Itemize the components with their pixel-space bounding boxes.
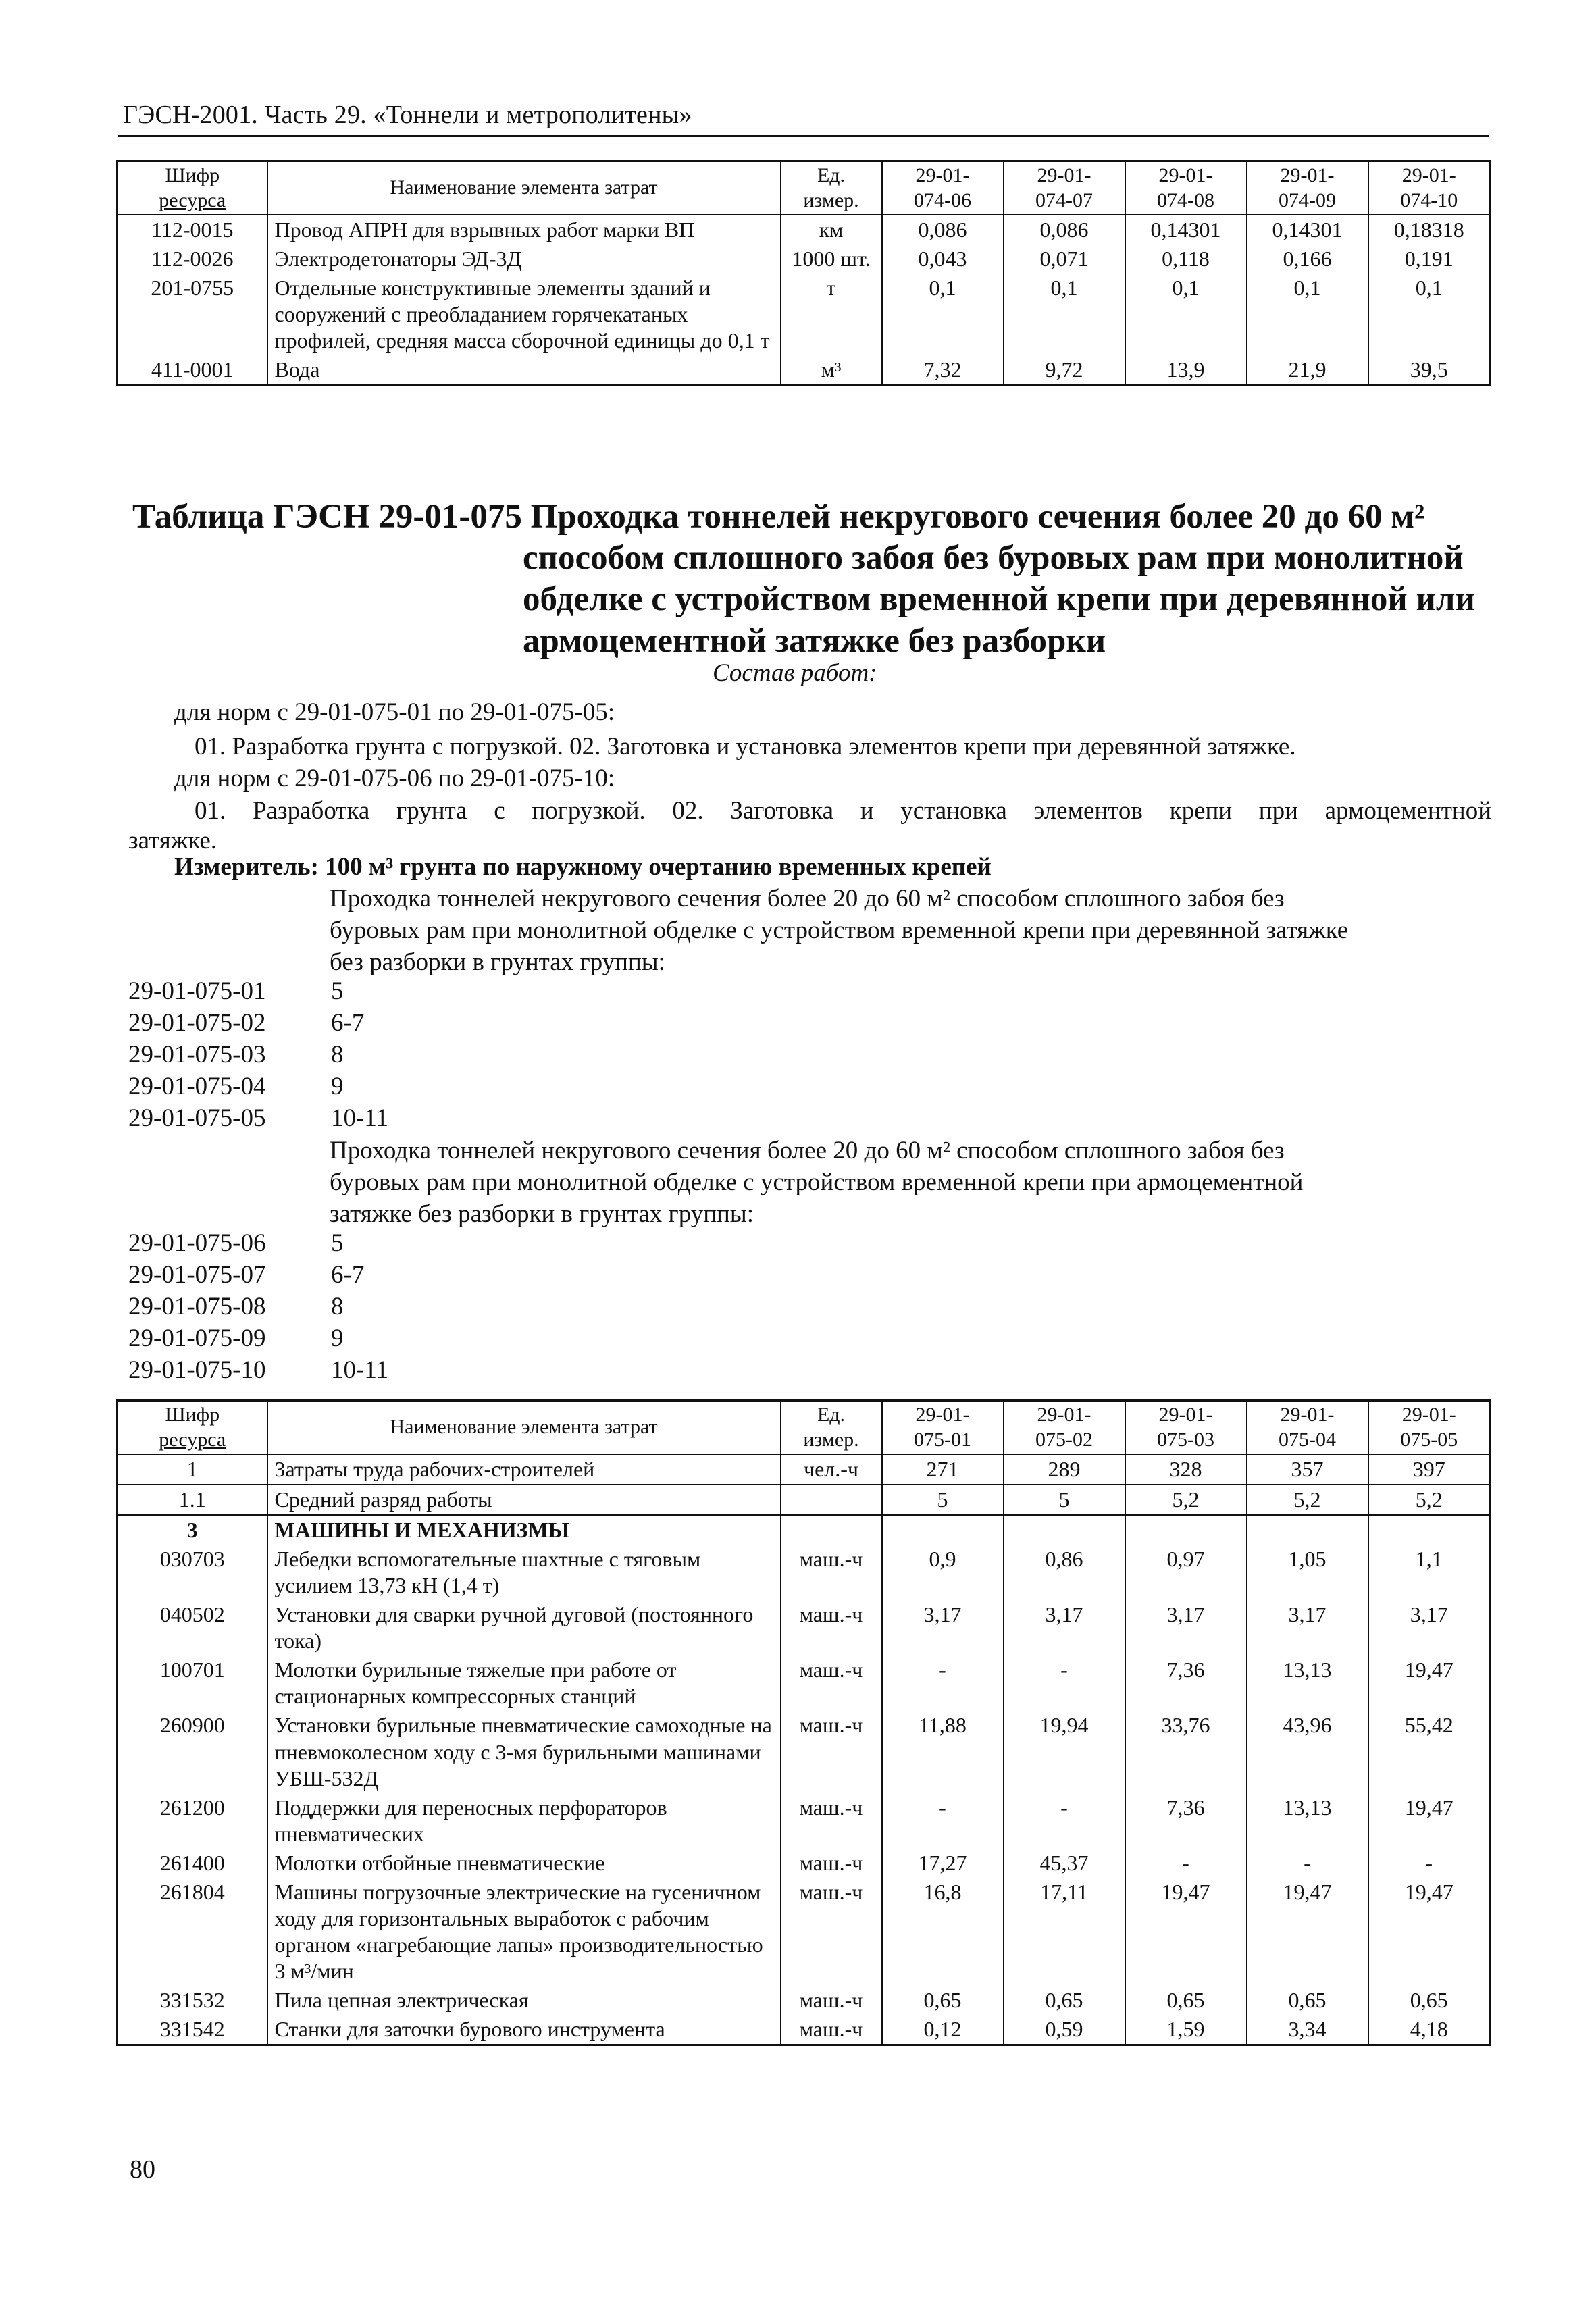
value-cell: 0,071 [1004, 245, 1125, 274]
resource-name: Установки бурильные пневматические самоходные на пневмоколесном ходу с 3-мя бурильными машинами УБШ-532Д [267, 1711, 781, 1793]
page-number: 80 [130, 2155, 155, 2184]
value-cell [882, 1515, 1004, 1545]
value-cell: 3,17 [1247, 1600, 1368, 1655]
resource-code: 1 [118, 1454, 267, 1485]
soil-group: 9 [331, 1072, 344, 1100]
title-line-2: способом сплошного забоя без буровых рам при монолитной [523, 539, 1464, 577]
unit-cell: м³ [781, 355, 882, 386]
description-ferrocement: Проходка тоннелей некругового сечения более 20 до 60 м² способом сплошного забоя без буровых рам при монолитной обделке с устройством временной крепи при армоцементной затяжке без разборки в грунтах группы: [330, 1137, 1304, 1228]
norm-code-row [128, 1103, 466, 1135]
unit-cell: км [781, 215, 882, 245]
header-unit: Ед. измер. [781, 161, 882, 215]
soil-group: 6-7 [331, 1008, 365, 1037]
unit-cell: маш.-ч [781, 1655, 882, 1711]
norm-code-row [128, 1291, 466, 1323]
value-cell: 0,086 [1004, 215, 1125, 245]
value-cell: 0,18318 [1368, 215, 1491, 245]
value-cell: 4,18 [1368, 2015, 1491, 2045]
norm-code-list-2 [128, 1228, 466, 1387]
composition-works-1: 01. Разработка грунта с погрузкой. 02. Заготовка и установка элементов крепи при деревянной затяжке. [195, 733, 1296, 761]
unit-cell: маш.-ч [781, 1986, 882, 2015]
resource-code: 100701 [118, 1655, 267, 1711]
resource-name: Электродетонаторы ЭД-3Д [267, 245, 781, 274]
value-cell: 43,96 [1247, 1711, 1368, 1793]
table-row [118, 1515, 1491, 1545]
running-header: ГЭСН-2001. Часть 29. «Тоннели и метрополитены» [123, 101, 692, 129]
norm-code: 29-01-075-10 [128, 1356, 266, 1384]
header-col: 29-01- 075-02 [1004, 1401, 1125, 1455]
norm-code: 29-01-075-07 [128, 1260, 266, 1289]
value-cell: 17,27 [882, 1849, 1004, 1878]
value-cell: 0,65 [882, 1986, 1004, 2015]
resource-code: 261804 [118, 1878, 267, 1986]
table-row [118, 1849, 1491, 1878]
header-name: Наименование элемента затрат [267, 1401, 781, 1455]
value-cell: 0,1 [882, 274, 1004, 355]
resource-code: 261200 [118, 1793, 267, 1849]
value-cell: 0,191 [1368, 245, 1491, 274]
value-cell: 19,47 [1368, 1878, 1491, 1986]
resource-code: 331532 [118, 1986, 267, 2015]
norm-code-row [128, 1323, 466, 1355]
unit-cell: чел.-ч [781, 1454, 882, 1485]
unit-cell: маш.-ч [781, 1849, 882, 1878]
value-cell [1247, 1515, 1368, 1545]
composition-scope-2: для норм с 29-01-075-06 по 29-01-075-10: [174, 765, 615, 792]
value-cell: - [882, 1655, 1004, 1711]
description-timber: Проходка тоннелей некругового сечения более 20 до 60 м² способом сплошного забоя без буровых рам при монолитной обделке с устройством временной крепи при деревянной затяжке без разборки в грунтах группы: [330, 885, 1349, 976]
value-cell: 0,14301 [1125, 215, 1247, 245]
header-col: 29-01- 074-10 [1368, 161, 1491, 215]
unit-cell: маш.-ч [781, 2015, 882, 2045]
measurement-unit: Измеритель: 100 м³ грунта по наружному очертанию временных крепей [174, 853, 992, 881]
value-cell: 0,1 [1247, 274, 1368, 355]
norm-code: 29-01-075-05 [128, 1104, 266, 1132]
resource-name: Станки для заточки бурового инструмента [267, 2015, 781, 2045]
table-row [118, 1711, 1491, 1793]
resource-name: Вода [267, 355, 781, 386]
resource-name: Молотки бурильные тяжелые при работе от стационарных компрессорных станций [267, 1655, 781, 1711]
header-unit: Ед. измер. [781, 1401, 882, 1455]
header-rule [118, 135, 1489, 137]
norm-code-row [128, 976, 466, 1008]
value-cell: 328 [1125, 1454, 1247, 1485]
value-cell: 0,14301 [1247, 215, 1368, 245]
header-col: 29-01- 074-06 [882, 161, 1004, 215]
value-cell: 0,97 [1125, 1545, 1247, 1600]
value-cell: 17,11 [1004, 1878, 1125, 1986]
header-col: 29-01- 074-08 [1125, 161, 1247, 215]
value-cell: 5 [882, 1485, 1004, 1515]
header-name: Наименование элемента затрат [267, 161, 781, 215]
value-cell: - [1247, 1849, 1368, 1878]
value-cell: 0,12 [882, 2015, 1004, 2045]
resource-name: Пила цепная электрическая [267, 1986, 781, 2015]
soil-group: 6-7 [331, 1260, 365, 1289]
table-row [118, 245, 1491, 274]
unit-cell: маш.-ч [781, 1545, 882, 1600]
value-cell: 3,17 [1004, 1600, 1125, 1655]
value-cell: 13,13 [1247, 1655, 1368, 1711]
value-cell: 0,86 [1004, 1545, 1125, 1600]
value-cell: 0,65 [1125, 1986, 1247, 2015]
resource-code: 112-0015 [118, 215, 267, 245]
resource-code: 112-0026 [118, 245, 267, 274]
resource-code: 040502 [118, 1600, 267, 1655]
value-cell: 19,47 [1368, 1655, 1491, 1711]
resource-code: 030703 [118, 1545, 267, 1600]
composition-heading: Состав работ: [713, 659, 877, 687]
value-cell: 55,42 [1368, 1711, 1491, 1793]
resource-code: 201-0755 [118, 274, 267, 355]
value-cell: - [1004, 1655, 1125, 1711]
norm-code-list-1 [128, 976, 466, 1135]
header-col: 29-01- 074-07 [1004, 161, 1125, 215]
table-row [118, 355, 1491, 386]
table-row [118, 2015, 1491, 2045]
value-cell: 21,9 [1247, 355, 1368, 386]
soil-group: 5 [331, 977, 344, 1005]
norm-code: 29-01-075-09 [128, 1324, 266, 1352]
table-row [118, 274, 1491, 355]
value-cell: 3,17 [1125, 1600, 1247, 1655]
resource-code: 3 [118, 1515, 267, 1545]
header-col: 29-01- 075-01 [882, 1401, 1004, 1455]
unit-cell [781, 1515, 882, 1545]
value-cell: - [1368, 1849, 1491, 1878]
unit-cell: маш.-ч [781, 1878, 882, 1986]
value-cell [1004, 1515, 1125, 1545]
value-cell: 0,59 [1004, 2015, 1125, 2045]
resource-name: Поддержки для переносных перфораторов пневматических [267, 1793, 781, 1849]
value-cell: 0,118 [1125, 245, 1247, 274]
resource-code: 411-0001 [118, 355, 267, 386]
resource-code: 260900 [118, 1711, 267, 1793]
table-row [118, 1485, 1491, 1515]
resource-table-075 [116, 1399, 1491, 2046]
value-cell: 0,166 [1247, 245, 1368, 274]
norm-code: 29-01-075-02 [128, 1008, 266, 1037]
resource-name: Установки для сварки ручной дуговой (постоянного тока) [267, 1600, 781, 1655]
value-cell: 19,47 [1368, 1793, 1491, 1849]
norm-code: 29-01-075-04 [128, 1072, 266, 1100]
unit-cell: маш.-ч [781, 1711, 882, 1793]
value-cell: 0,9 [882, 1545, 1004, 1600]
value-cell: 13,9 [1125, 355, 1247, 386]
unit-cell [781, 1485, 882, 1515]
table-row [118, 1545, 1491, 1600]
unit-cell: т [781, 274, 882, 355]
unit-cell: 1000 шт. [781, 245, 882, 274]
soil-group: 8 [331, 1292, 344, 1320]
resource-table-074 [116, 160, 1491, 386]
unit-cell: маш.-ч [781, 1600, 882, 1655]
header-col: 29-01- 074-09 [1247, 161, 1368, 215]
value-cell: 5,2 [1368, 1485, 1491, 1515]
value-cell: - [882, 1793, 1004, 1849]
value-cell: 5 [1004, 1485, 1125, 1515]
composition-scope-1: для норм с 29-01-075-01 по 29-01-075-05: [174, 698, 615, 726]
resource-name: Лебедки вспомогательные шахтные с тяговым усилием 13,73 кН (1,4 т) [267, 1545, 781, 1600]
norm-code: 29-01-075-01 [128, 977, 266, 1005]
value-cell: 271 [882, 1454, 1004, 1485]
value-cell: 39,5 [1368, 355, 1491, 386]
value-cell: 3,17 [882, 1600, 1004, 1655]
value-cell: 357 [1247, 1454, 1368, 1485]
composition-works-2-end: затяжке. [128, 827, 217, 854]
norm-code-row [128, 1039, 466, 1071]
resource-code: 1.1 [118, 1485, 267, 1515]
value-cell: 0,65 [1368, 1986, 1491, 2015]
table-header-row [118, 1401, 1491, 1455]
value-cell: 45,37 [1004, 1849, 1125, 1878]
value-cell: 19,94 [1004, 1711, 1125, 1793]
value-cell: 1,59 [1125, 2015, 1247, 2045]
table-row [118, 215, 1491, 245]
resource-name: Машины погрузочные электрические на гусеничном ходу для горизонтальных выработок с рабочим органом «нагребающие лапы» производительностью 3 м³/мин [267, 1878, 781, 1986]
table-row [118, 1600, 1491, 1655]
value-cell: 5,2 [1247, 1485, 1368, 1515]
resource-name: Молотки отбойные пневматические [267, 1849, 781, 1878]
table-row [118, 1878, 1491, 1986]
value-cell: 397 [1368, 1454, 1491, 1485]
header-col: 29-01- 075-05 [1368, 1401, 1491, 1455]
table-header-row [118, 161, 1491, 215]
norm-code-row [128, 1008, 466, 1039]
title-line-1: Таблица ГЭСН 29-01-075 Проходка тоннелей некругового сечения более 20 до 60 м² [132, 498, 1425, 536]
table-row [118, 1986, 1491, 2015]
value-cell: - [1125, 1849, 1247, 1878]
value-cell: 0,1 [1368, 274, 1491, 355]
title-line-3: обделке с устройством временной крепи при деревянной или [523, 580, 1475, 619]
soil-group: 10-11 [331, 1356, 388, 1384]
soil-group: 8 [331, 1040, 344, 1069]
value-cell: - [1004, 1793, 1125, 1849]
value-cell: 0,043 [882, 245, 1004, 274]
value-cell: 5,2 [1125, 1485, 1247, 1515]
header-col: 29-01- 075-04 [1247, 1401, 1368, 1455]
value-cell: 13,13 [1247, 1793, 1368, 1849]
value-cell: 0,65 [1004, 1986, 1125, 2015]
norm-code-row [128, 1071, 466, 1103]
value-cell: 0,1 [1125, 274, 1247, 355]
value-cell [1368, 1515, 1491, 1545]
value-cell: 19,47 [1247, 1878, 1368, 1986]
value-cell: 1,05 [1247, 1545, 1368, 1600]
resource-name: Средний разряд работы [267, 1485, 781, 1515]
resource-code: 331542 [118, 2015, 267, 2045]
value-cell [1125, 1515, 1247, 1545]
value-cell: 7,36 [1125, 1655, 1247, 1711]
value-cell: 7,36 [1125, 1793, 1247, 1849]
header-col: 29-01- 075-03 [1125, 1401, 1247, 1455]
value-cell: 289 [1004, 1454, 1125, 1485]
resource-name: Провод АПРН для взрывных работ марки ВП [267, 215, 781, 245]
norm-code-row [128, 1260, 466, 1291]
value-cell: 0,1 [1004, 274, 1125, 355]
resource-name: Затраты труда рабочих-строителей [267, 1454, 781, 1485]
norm-code: 29-01-075-08 [128, 1292, 266, 1320]
value-cell: 3,17 [1368, 1600, 1491, 1655]
table-row [118, 1454, 1491, 1485]
value-cell: 0,65 [1247, 1986, 1368, 2015]
resource-name: Отдельные конструктивные элементы зданий и сооружений с преобладанием горячекатаных профилей, средняя масса сборочной единицы до 0,1 т [267, 274, 781, 355]
unit-cell: маш.-ч [781, 1793, 882, 1849]
table-row [118, 1655, 1491, 1711]
value-cell: 33,76 [1125, 1711, 1247, 1793]
norm-code: 29-01-075-06 [128, 1229, 266, 1257]
value-cell: 0,086 [882, 215, 1004, 245]
header-code: Шифр ресурса [118, 161, 267, 215]
value-cell: 11,88 [882, 1711, 1004, 1793]
soil-group: 10-11 [331, 1104, 388, 1132]
resource-code: 261400 [118, 1849, 267, 1878]
norm-code-row [128, 1228, 466, 1260]
table-title [132, 496, 1483, 662]
value-cell: 9,72 [1004, 355, 1125, 386]
value-cell: 19,47 [1125, 1878, 1247, 1986]
value-cell: 7,32 [882, 355, 1004, 386]
table-row [118, 1793, 1491, 1849]
norm-code-row [128, 1355, 466, 1387]
composition-works-2: 01. Разработка грунта с погрузкой. 02. Заготовка и установка элементов крепи при армоцементной [195, 797, 1491, 825]
value-cell: 3,34 [1247, 2015, 1368, 2045]
header-code: Шифр ресурса [118, 1401, 267, 1455]
norm-code: 29-01-075-03 [128, 1040, 266, 1069]
value-cell: 16,8 [882, 1878, 1004, 1986]
value-cell: 1,1 [1368, 1545, 1491, 1600]
resource-name: МАШИНЫ И МЕХАНИЗМЫ [267, 1515, 781, 1545]
soil-group: 5 [331, 1229, 344, 1257]
soil-group: 9 [331, 1324, 344, 1352]
title-line-4: армоцементной затяжке без разборки [523, 621, 1106, 660]
